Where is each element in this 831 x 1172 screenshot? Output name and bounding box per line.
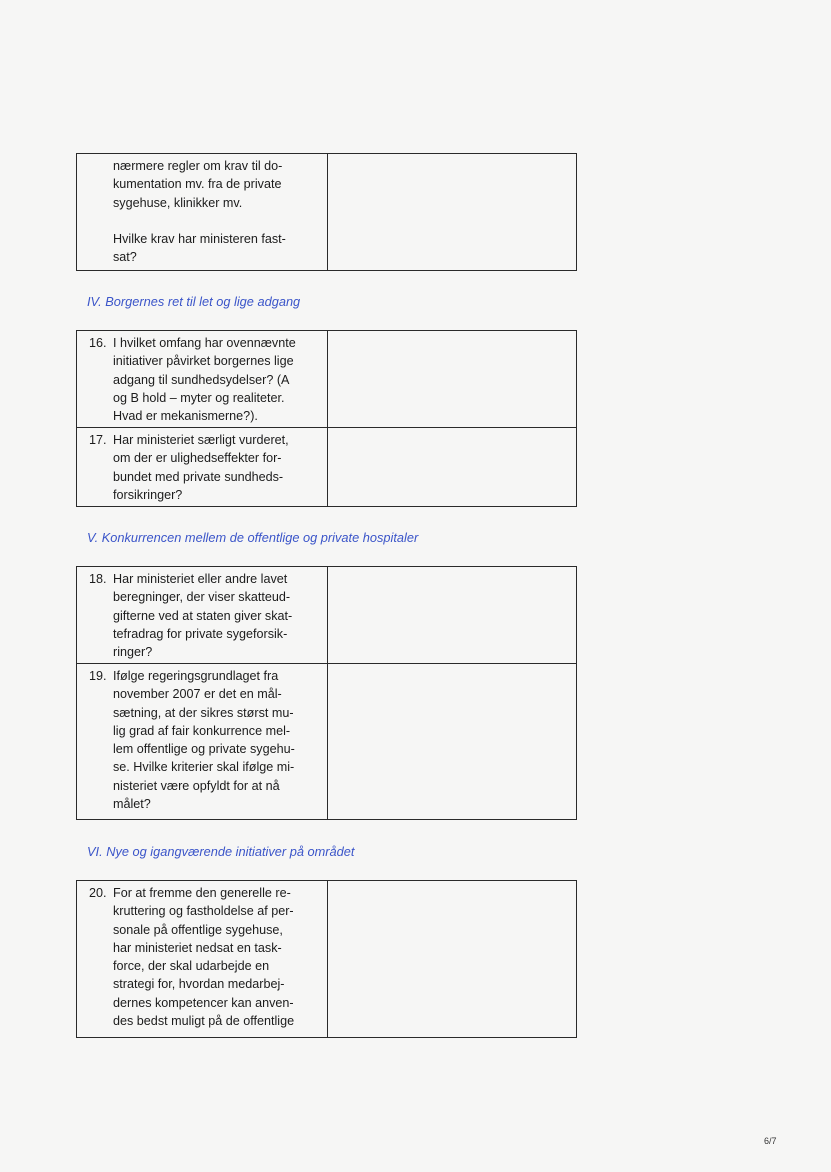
answer-cell — [328, 428, 577, 507]
text-line: kumentation mv. fra de private — [113, 177, 282, 192]
text-line: tefradrag for private sygeforsik- — [113, 626, 288, 641]
page-number: 6/7 — [764, 1136, 777, 1146]
text-line: des bedst muligt på de offentlige — [113, 1014, 295, 1029]
text-line: sat? — [113, 250, 137, 265]
question-table-iv — [76, 330, 577, 507]
text-line: ringer? — [113, 645, 153, 660]
question-table-continued — [76, 153, 577, 271]
question-table-v — [76, 566, 577, 820]
question-text — [113, 334, 319, 425]
text-line: nisteriet være opfyldt for at nå — [113, 778, 280, 793]
text-line: nærmere regler om krav til do- — [113, 159, 283, 173]
text-line: kruttering og fastholdelse af per- — [113, 904, 294, 919]
text-line: For at fremme den generelle re- — [113, 886, 291, 900]
text-line: har ministeriet nedsat en task- — [113, 940, 282, 955]
question-cell-17 — [77, 428, 328, 507]
text-line: initiativer påvirket borgernes lige — [113, 354, 294, 369]
question-number: 17. — [89, 433, 107, 447]
text-line: forsikringer? — [113, 487, 183, 502]
text-line: sonale på offentlige sygehuse, — [113, 922, 283, 937]
question-cell-16 — [77, 331, 328, 428]
question-cell-18 — [77, 567, 328, 664]
text-line: dernes kompetencer kan anven- — [113, 995, 294, 1010]
text-line: I hvilket omfang har ovennævnte — [113, 336, 296, 350]
section-heading-iv: IV. Borgernes ret til let og lige adgang — [87, 294, 301, 309]
text-line: bundet med private sundheds- — [113, 469, 284, 484]
text-line: force, der skal udarbejde en — [113, 959, 270, 974]
question-text — [113, 570, 319, 661]
question-cell-20 — [77, 881, 328, 1038]
text-line: beregninger, der viser skatteud- — [113, 590, 291, 605]
question-number: 20. — [89, 886, 107, 900]
question-number: 18. — [89, 572, 107, 586]
text-line: om der er ulighedseffekter for- — [113, 451, 282, 466]
text-line: strategi for, hvordan medarbej- — [113, 977, 285, 992]
answer-cell — [328, 664, 577, 820]
answer-cell — [328, 567, 577, 664]
question-text — [77, 154, 327, 266]
text-line: lig grad af fair konkurrence mel- — [113, 723, 291, 738]
question-table-vi — [76, 880, 577, 1038]
answer-cell — [328, 331, 577, 428]
text-line: Har ministeriet særligt vurderet, — [113, 433, 289, 447]
text-line: november 2007 er det en mål- — [113, 687, 282, 702]
text-line: Hvad er mekanismerne?). — [113, 409, 258, 424]
text-line: Har ministeriet eller andre lavet — [113, 572, 288, 586]
question-text — [113, 884, 319, 1030]
text-line: og B hold – myter og realiteter. — [113, 390, 285, 405]
answer-cell — [328, 881, 577, 1038]
text-line: Hvilke krav har ministeren fast- — [113, 231, 286, 246]
text-line: sygehuse, klinikker mv. — [113, 195, 243, 210]
question-text — [113, 667, 319, 813]
text-line: sætning, at der sikres størst mu- — [113, 705, 294, 720]
text-line: gifterne ved at staten giver skat- — [113, 608, 293, 623]
text-line: målet? — [113, 797, 151, 812]
text-line: lem offentlige og private sygehu- — [113, 742, 295, 757]
text-line: Ifølge regeringsgrundlaget fra — [113, 669, 279, 683]
question-number: 16. — [89, 336, 107, 350]
question-cell — [77, 154, 328, 271]
section-heading-v: V. Konkurrencen mellem de offentlige og private hospitaler — [87, 530, 419, 545]
answer-cell — [328, 154, 577, 271]
text-line: adgang til sundhedsydelser? (A — [113, 372, 290, 387]
question-number: 19. — [89, 669, 107, 683]
question-text — [113, 431, 319, 504]
section-heading-vi: VI. Nye og igangværende initiativer på området — [87, 844, 355, 859]
text-line: se. Hvilke kriterier skal ifølge mi- — [113, 760, 295, 775]
question-cell-19 — [77, 664, 328, 820]
